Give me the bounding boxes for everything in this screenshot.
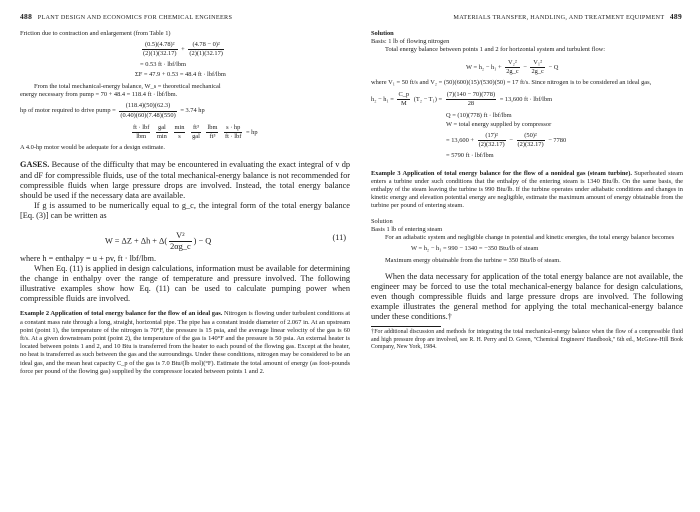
friction-result: = 0.53 ft · lbf/lbm bbox=[140, 60, 187, 68]
example-2: Example 2 Application of total energy balance for the flow of an ideal gas. Nitrogen is flowing under turbulent conditions at a constant mass rate through a long, straight, horizontal pipe. The pipe has a constant inside diameter of 2.067 in. At an upstream point (point 1), the temperature of the nitrogen is 70°F, the pressure is 15 psia, and the average linear velocity of the gas is 60 ft/s. At a given downstream point (point 2), the temperature of the gas is 140°F and the pressure is 50 psia. An external heater is located between points 1 and 2, and 10 Btu is transferred from the heater to each pound of the flowing gas. Except at the heater, no heat is transferred as such between the gas and the surroundings. Under these conditions, nitrogen may be considered to be an ideal gas, and the mean heat capacity C_p of the gas is 7.0 Btu/(lb mol)(°F). Estimate the total amount of energy (as foot-pounds force per pound of the flowing gas) supplied by the compressor located between points 1 and 2. bbox=[20, 310, 350, 375]
basis-2-line: Basis 1 lb of entering steam bbox=[371, 225, 443, 233]
solution-2-heading: Solution bbox=[371, 217, 393, 225]
left-page-number: 488 bbox=[20, 12, 33, 21]
example-3: Example 3 Application of total energy balance for the flow of a nonideal gas (steam turbine). Superheated steam enters a turbine under such conditions that the enthalpy of the entering steam is 1340 Btu/lb. On the same basis, the enthalpy of the steam leaving the turbine is 990 Btu/lb. If the turbine operates under adiabatic conditions and changes in kinetic energy and elevation potential energy are negligible, estimate the maximum amount of energy obtainable from the turbine per pound of entering steam. bbox=[371, 169, 683, 210]
left-page-body bbox=[20, 30, 350, 376]
hp-equation: hp of motor required to drive pump = $\frac{(118.4)(50)(62.3)}{(0.40)(60)(7.48)(550)}$ = 3.74 hp bbox=[20, 102, 205, 119]
total-balance-line-1: From the total mechanical-energy balance, W_s = theoretical mechanical bbox=[34, 83, 221, 91]
gases-heading: GASES. bbox=[20, 160, 50, 170]
friction-fraction-1: $\frac{\text{(0.5)(4.78)²}}{(2)(1)(32.17)}$ bbox=[143, 41, 177, 58]
if-g-paragraph: If g is assumed to be numerically equal to g_c, the integral form of the total energy balance [Eq. (3)] can be written as bbox=[20, 200, 350, 220]
adiabatic-text: For an adiabatic system and negligible change in potential and kinetic energies, the total energy balance becomes bbox=[385, 234, 675, 242]
where-h: where h = enthalpy = u + pv, ft · lbf/lbm. bbox=[20, 254, 157, 263]
data-paragraph: When the data necessary for application of the total energy balance are not available, the engineer may be forced to use the total mechanical-energy balance for design calculations, even though compressible fluids and large pressure drops are involved. The following example illustrates the general method for applying the total mechanical-energy balance under these conditions.† bbox=[371, 271, 683, 322]
eq-w: W = h₂ − h₁ + $\frac{\text{V₂²}}{2g\_c}$ − $\frac{\text{V₁²}}{2g\_c}$ − Q bbox=[466, 58, 559, 75]
units-check: $\frac{\text{ft · lbf}}{\text{lbm}}$ $\frac{\text{gal}}{\min}$ $\frac{\min}{s}$ $\frac{\text{ft³}}{\text{gal}}$ $\frac{\text{lbm}}{\text{ft³}}$ $\frac{s \cdot hp}{\text{ft · lbf}}$ = hp bbox=[133, 123, 258, 141]
gases-paragraph: GASES. Because of the difficulty that may be encountered in evaluating the exact integral of v dp and dF for compressible fluids, use of the total mechanical-energy balance is not recommended for compressible fluids when large pressure drops are involved. Instead, the total energy balance should be used if the necessary data are available. bbox=[20, 160, 351, 200]
w-line: W = total energy supplied by compressor bbox=[446, 120, 552, 128]
friction-fraction-2: $\frac{\text{(4.78 − 0)²}}{(2)(1)(32.17)}$ bbox=[189, 41, 223, 58]
w-equation-2: W = h₂ − h₁ = 990 − 1340 = −350 Btu/lb of steam bbox=[411, 245, 539, 253]
eq11-fraction: $\frac{\text{V²}}{2\alpha g\_c}$ bbox=[170, 231, 191, 252]
basis-line: Basis: 1 lb of flowing nitrogen bbox=[371, 38, 450, 46]
motor-note: A 4.0-hp motor would be adequate for a design estimate. bbox=[20, 144, 165, 152]
friction-equation: $\frac{\text{(0.5)(4.78)²}}{(2)(1)(32.17)}$ + $\frac{\text{(4.78 − 0)²}}{(2)(1)(32.17)}$ bbox=[143, 41, 223, 58]
left-running-header bbox=[20, 12, 232, 21]
footnote: †For additional discussion and methods for integrating the total mechanical-energy balance when the flow of a compressible fluid and high pressure drop are involved, see R. H. Perry and D. Green, "Chemical Engineers' Handbook," 6th ed., McGraw-Hill Book Company, New York, 1984. bbox=[371, 329, 683, 350]
example-3-title: Example 3 Application of total energy balance for the flow of a nonideal gas (steam turbine). bbox=[371, 169, 632, 177]
when-eq11-paragraph: When Eq. (11) is applied in design calculations, information must be available for determining the change in enthalpy over the range of temperature and pressure involved. The following illustrative examples show how Eq. (11) can be used to calculate pumping power when compressible fluids are involved. bbox=[20, 264, 350, 304]
right-running-header bbox=[453, 12, 682, 21]
right-running-title: MATERIALS TRANSFER, HANDLING, AND TREATMENT EQUIPMENT bbox=[453, 14, 665, 21]
hp-fraction: $\frac{(118.4)(50)(62.3)}{(0.40)(60)(7.48)(550)}$ bbox=[120, 102, 176, 119]
equation-11: W = ΔZ + Δh + Δ( $\frac{\text{V²}}{2\alpha g\_c}$ ) − Q (11) bbox=[105, 231, 346, 252]
example-2-title: Example 2 Application of total energy balance for the flow of an ideal gas. bbox=[20, 310, 223, 318]
balance-text: Total energy balance between points 1 and 2 for horizontal system and turbulent flow: bbox=[385, 46, 606, 54]
eq-total: = 13,600 + $\frac{\text{(17)²}}{(2)(32.17)}$ − $\frac{\text{(50)²}}{(2)(32.17)}$ − 7780 bbox=[446, 132, 567, 149]
eq11-number: (11) bbox=[332, 233, 346, 242]
right-page-body bbox=[371, 30, 683, 351]
left-running-title: PLANT DESIGN AND ECONOMICS FOR CHEMICAL ENGINEERS bbox=[37, 14, 233, 21]
solution-heading: Solution bbox=[371, 30, 394, 37]
sum-f: ΣF = 47.9 + 0.53 = 48.4 ft · lbf/lbm bbox=[135, 70, 226, 78]
total-balance-line-2: energy necessary from pump = 70 + 48.4 = 118.4 ft · lbf/lbm. bbox=[20, 91, 178, 99]
total-result: = 5790 ft · lbf/lbm bbox=[446, 152, 494, 160]
q-line: Q = (10)(778) ft · lbf/lbm bbox=[446, 111, 512, 119]
eq-h: h₂ − h₁ = $\frac{C\_p}{M}$ (T₂ − T₁) = $\frac{(7)(140 - 70)(778)}{28}$ = 13,600 ft · lbf/lbm bbox=[371, 91, 553, 108]
footnote-rule bbox=[371, 326, 441, 327]
right-page-number: 489 bbox=[669, 12, 682, 21]
friction-intro: Friction due to contraction and enlargement (from Table 1) bbox=[20, 30, 171, 37]
max-energy: Maximum energy obtainable from the turbine = 350 Btu/lb of steam. bbox=[385, 257, 561, 265]
where-v: where V₁ = 50 ft/s and V₂ = (50)(600)(15)/(530)(50) = 17 ft/s. Since nitrogen is to be considered an ideal gas, bbox=[371, 79, 652, 87]
